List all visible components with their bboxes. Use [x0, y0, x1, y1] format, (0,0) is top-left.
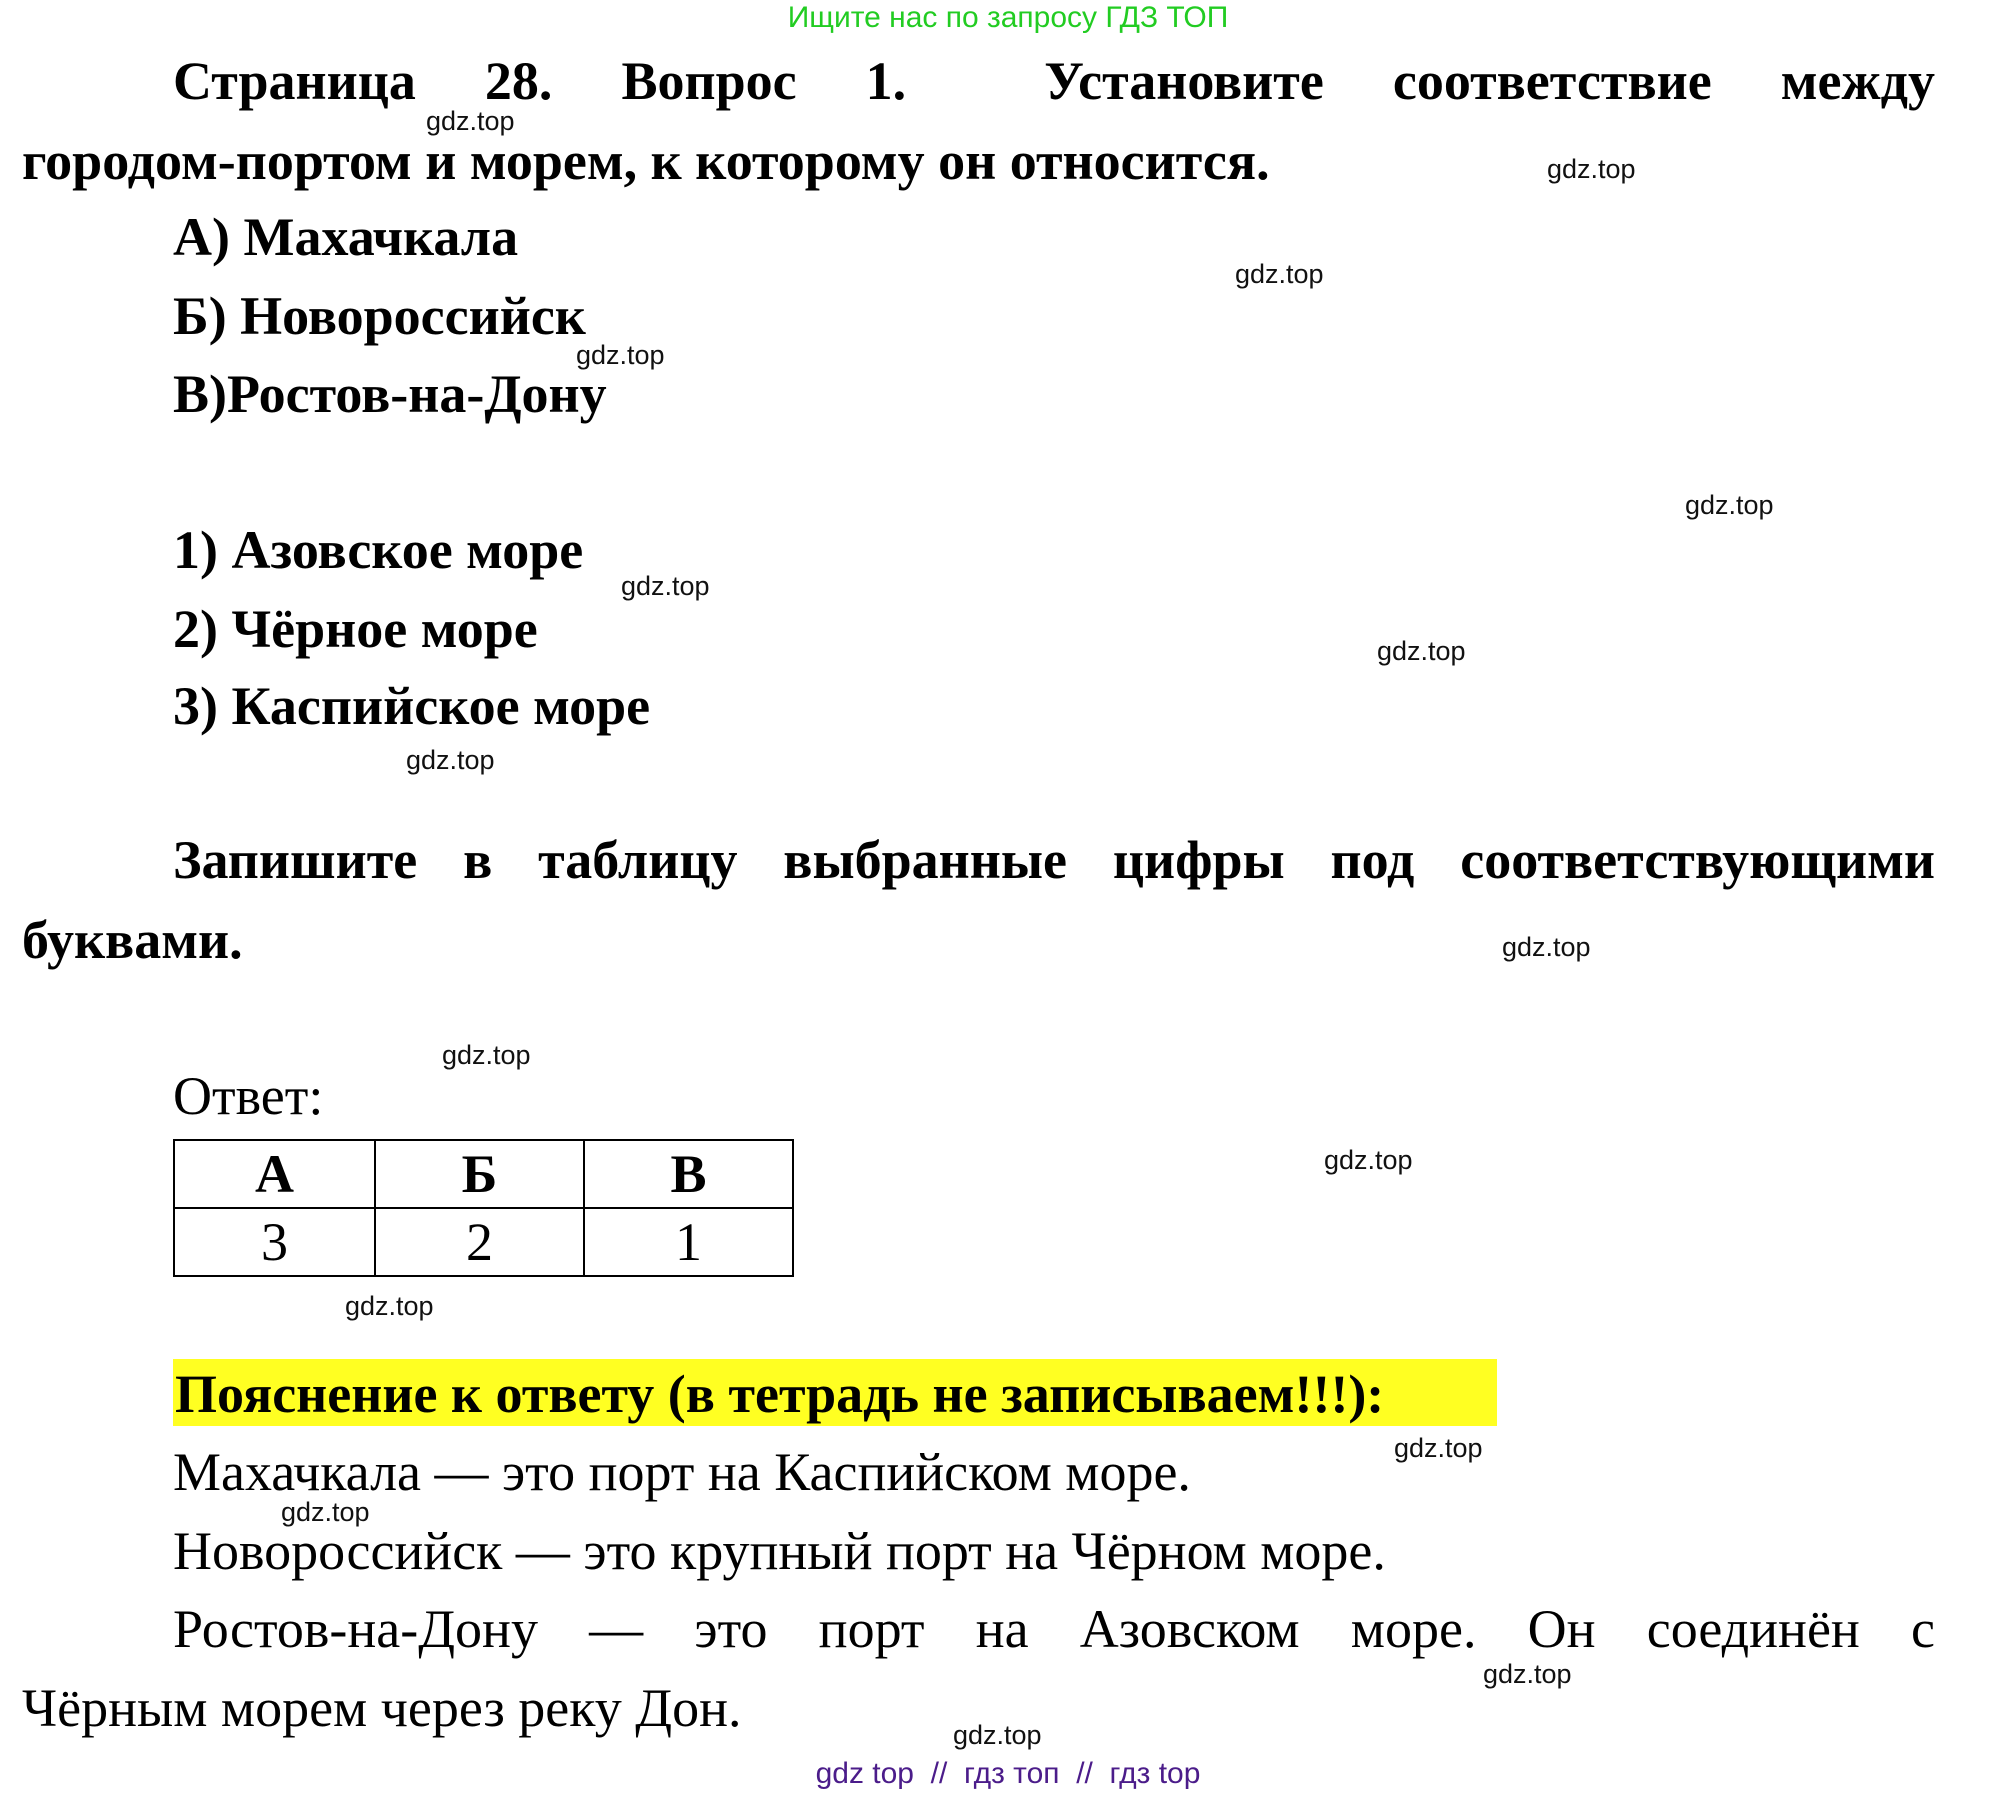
explanation-line-3: Ростов-на-Дону — это порт на Азовском море. Он соединён с — [173, 1599, 1935, 1659]
table-row — [174, 1208, 793, 1276]
city-c: В)Ростов-на-Дону — [173, 364, 607, 424]
table-header: Б — [375, 1140, 584, 1208]
watermark: gdz.top — [953, 1720, 1042, 1750]
sea-1: 1) Азовское море — [173, 520, 584, 580]
watermark: gdz.top — [1502, 932, 1591, 962]
watermark: gdz.top — [1235, 259, 1324, 289]
table-header: А — [174, 1140, 375, 1208]
watermark: gdz.top — [1685, 490, 1774, 520]
table-cell: 3 — [174, 1208, 375, 1276]
answer-label: Ответ: — [173, 1066, 324, 1126]
question-label: Страница 28. Вопрос 1. — [173, 51, 907, 111]
question-word: соответствие — [1392, 51, 1712, 111]
watermark: gdz.top — [1324, 1145, 1413, 1175]
explanation-line-1: Махачкала — это порт на Каспийском море. — [173, 1442, 1191, 1502]
sea-2: 2) Чёрное море — [173, 599, 538, 659]
question-word: между — [1780, 51, 1935, 111]
table-header-row — [174, 1140, 793, 1208]
sea-3: 3) Каспийское море — [173, 676, 651, 736]
watermark: gdz.top — [345, 1291, 434, 1321]
top-banner: Ищите нас по запросу ГДЗ ТОП — [787, 1, 1229, 34]
explanation-line-4: Чёрным морем через реку Дон. — [22, 1678, 742, 1738]
instruction-line-1: Запишите в таблицу выбранные цифры под соответствующими — [173, 830, 1935, 890]
watermark: gdz.top — [1483, 1659, 1572, 1689]
watermark: gdz.top — [621, 571, 710, 601]
bottom-banner: gdz top // гдз топ // гдз top — [815, 1757, 1201, 1790]
watermark: gdz.top — [1377, 636, 1466, 666]
watermark: gdz.top — [426, 106, 515, 136]
question-line-2: городом-портом и морем, к которому он относится. — [22, 131, 1270, 191]
watermark: gdz.top — [442, 1040, 531, 1070]
explanation-title: Пояснение к ответу (в тетрадь не записываем!!!): — [175, 1364, 1385, 1424]
table-header: В — [584, 1140, 793, 1208]
city-a: А) Махачкала — [173, 207, 519, 267]
watermark: gdz.top — [1394, 1433, 1483, 1463]
watermark: gdz.top — [406, 745, 495, 775]
explanation-line-2: Новороссийск — это крупный порт на Чёрном море. — [173, 1521, 1386, 1581]
instruction-line-2: буквами. — [22, 910, 243, 970]
question-word: Установите — [1044, 51, 1324, 111]
watermark: gdz.top — [1547, 154, 1636, 184]
answer-table — [173, 1139, 794, 1277]
table-cell: 2 — [375, 1208, 584, 1276]
watermark: gdz.top — [281, 1497, 370, 1527]
city-b: Б) Новороссийск — [173, 286, 586, 346]
table-cell: 1 — [584, 1208, 793, 1276]
watermark: gdz.top — [576, 340, 665, 370]
